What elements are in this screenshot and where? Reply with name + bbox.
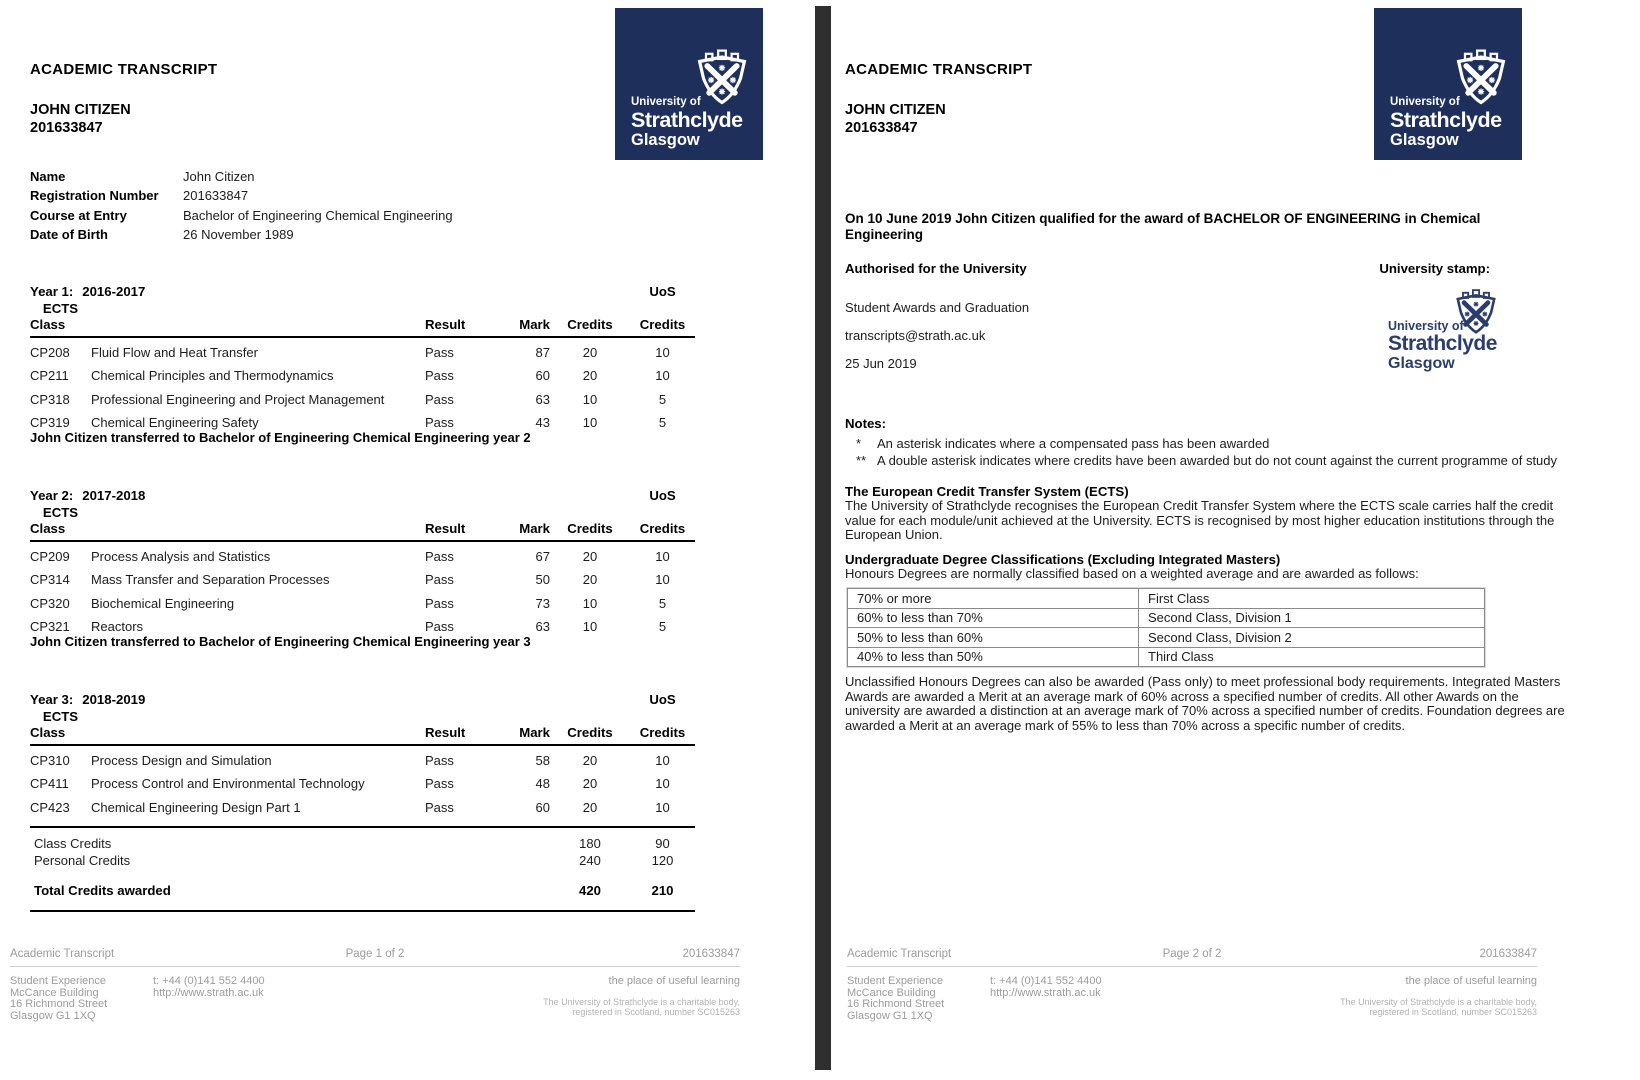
stamp-line-1: University of [1388, 319, 1464, 333]
address-line: Student Experience [10, 975, 107, 987]
class-result: Pass [425, 572, 454, 588]
class-title: Biochemical Engineering [91, 595, 235, 611]
class-uos-credits: 20 [582, 548, 598, 564]
class-code: CP314 [30, 572, 70, 588]
class-header: Class [30, 521, 66, 536]
class-credits-row [30, 835, 695, 852]
address-line: McCance Building [10, 986, 99, 999]
info-value: John Citizen [183, 169, 255, 184]
class-title: Chemical Principles and Thermodynamics [91, 368, 334, 384]
class-uos-credits: 10 [582, 595, 598, 611]
class-header: Class [30, 725, 66, 740]
class-row [30, 388, 695, 412]
closing-paragraph: Unclassified Honours Degrees can also be awarded (Pass only) to meet professional body requirements. Integrated Masters Awards are awarded a Merit at an average mark of 60% across a specified number of credits. All other Awards on the university are awarded a distinction at an average mark of 70% across a specified number of credits. Foundation degrees are awarded a Merit at an average mark of 55% to less than 70% across a specific number of credits. [845, 674, 1565, 733]
class-header: Class [30, 317, 66, 332]
page-title: ACADEMIC TRANSCRIPT [845, 61, 1033, 78]
footer-page-number: Page 1 of 2 [345, 948, 405, 960]
logo-line-3: Glasgow [1390, 131, 1459, 149]
ects-credits-header: Credits [639, 725, 686, 740]
class-result: Pass [425, 752, 454, 768]
result-header: Result [425, 725, 466, 740]
address-line: Glasgow G1 1XQ [10, 1009, 96, 1022]
info-label: Course at Entry [30, 207, 127, 223]
class-title: Mass Transfer and Separation Processes [91, 572, 330, 588]
class-row [30, 796, 695, 820]
footer-student-number: 201633847 [1479, 948, 1537, 960]
page2-footer [847, 948, 1537, 1022]
class-mark: 60 [535, 799, 550, 815]
footer-legal [1102, 997, 1537, 1017]
personal-credits-ects: 120 [651, 853, 674, 869]
year1-rows [30, 338, 695, 435]
year3-rows [30, 746, 695, 820]
address-line: 16 Richmond Street [847, 998, 945, 1011]
legal-line: registered in Scotland, number SC015263 [572, 1006, 740, 1017]
uos-header: UoS [649, 284, 676, 299]
ects-header: ECTS [42, 300, 79, 316]
ects-header: ECTS [42, 504, 79, 520]
class-title: Chemical Engineering Design Part 1 [91, 799, 301, 815]
footer-tagline: the place of useful learning [608, 975, 740, 987]
mark-header: Mark [519, 317, 550, 332]
notes-list [856, 437, 1557, 471]
ects-paragraph: The University of Strathclyde recognises the European Credit Transfer System where the ECTS scale carries half the credit value for each module/unit achieved at the University. ECTS is recognised by most higher education institutions through the European Union. [845, 498, 1555, 543]
year3-title: Year 3: 2018-2019 [30, 692, 146, 707]
info-row [30, 167, 453, 186]
note-text: A double asterisk indicates where credits have been awarded but do not count against the current programme of study [877, 453, 1558, 469]
page-divider [815, 6, 831, 1070]
class-row [30, 364, 695, 388]
class-row [30, 592, 695, 616]
classification-range: 60% to less than 70% [848, 609, 1139, 628]
classification-name: Third Class [1148, 649, 1214, 664]
university-logo-text [631, 96, 743, 149]
classification-table [847, 588, 1485, 667]
class-mark: 48 [535, 776, 550, 792]
year2-rows [30, 542, 695, 639]
address-line: Student Experience [847, 975, 944, 987]
class-mark: 60 [535, 368, 550, 384]
class-result: Pass [425, 344, 454, 360]
address-line: McCance Building [847, 986, 936, 999]
class-code: CP320 [30, 595, 70, 611]
class-result: Pass [425, 595, 454, 611]
class-code: CP321 [30, 619, 70, 635]
class-uos-credits: 20 [582, 799, 598, 815]
class-title: Process Design and Simulation [91, 752, 272, 768]
info-row [30, 186, 453, 205]
total-credits-uos: 420 [578, 882, 601, 898]
classifications-intro: Honours Degrees are normally classified based on a weighted average and are awarded as follows: [845, 566, 1419, 581]
year2-table [30, 488, 695, 639]
logo-line-2: Strathclyde [631, 108, 743, 132]
classification-row [848, 589, 1484, 609]
class-code: CP310 [30, 752, 70, 768]
class-ects-credits: 10 [655, 548, 670, 564]
year3-table [30, 692, 695, 819]
class-uos-credits: 20 [582, 368, 598, 384]
result-header: Result [425, 317, 466, 332]
classification-name: Second Class, Division 1 [1148, 610, 1292, 625]
class-ects-credits: 5 [658, 391, 667, 407]
year1-table [30, 284, 695, 435]
class-ects-credits: 10 [655, 799, 670, 815]
classification-name: Second Class, Division 2 [1148, 629, 1292, 645]
class-result: Pass [425, 548, 454, 564]
page1-footer [10, 948, 740, 1022]
ects-credits-header: Credits [639, 521, 686, 536]
class-code: CP411 [30, 776, 69, 792]
ects-header: ECTS [42, 708, 79, 724]
university-logo [615, 8, 763, 160]
footer-address [10, 976, 140, 1022]
university-logo [1374, 8, 1522, 160]
ects-credits-header: Credits [639, 317, 686, 332]
result-header: Result [425, 521, 466, 536]
student-name: JOHN CITIZEN [845, 102, 946, 118]
authorised-date: 25 Jun 2019 [845, 356, 917, 371]
personal-credits-label: Personal Credits [34, 853, 131, 869]
classification-range: 50% to less than 60% [848, 628, 1139, 647]
class-row [30, 341, 695, 365]
class-uos-credits: 20 [582, 776, 598, 792]
stamp-line-3: Glasgow [1388, 355, 1455, 372]
class-title: Fluid Flow and Heat Transfer [91, 344, 258, 360]
student-info-table [30, 167, 453, 244]
footer-contact [990, 976, 1102, 1022]
footer-url: http://www.strath.ac.uk [153, 986, 264, 999]
footer-divider [847, 966, 1537, 967]
footer-doc-label: Academic Transcript [847, 948, 952, 960]
stamp-line-2: Strathclyde [1388, 332, 1497, 355]
class-ects-credits: 5 [658, 595, 667, 611]
legal-line: The University of Strathclyde is a charitable body, [1340, 996, 1537, 1007]
footer-legal [265, 997, 740, 1017]
class-title: Process Analysis and Statistics [91, 548, 271, 564]
class-mark: 58 [535, 752, 550, 768]
classification-row [848, 648, 1484, 667]
class-mark: 87 [535, 344, 550, 360]
personal-credits-row [30, 852, 695, 869]
class-ects-credits: 10 [655, 572, 670, 588]
authorised-heading: Authorised for the University [845, 261, 1027, 276]
class-credits-uos: 180 [579, 836, 601, 851]
student-name-block [845, 102, 946, 137]
year1-title: Year 1: 2016-2017 [30, 284, 146, 299]
class-uos-credits: 10 [582, 415, 598, 431]
total-credits-label: Total Credits awarded [34, 882, 171, 898]
class-mark: 50 [535, 572, 550, 588]
classification-name: First Class [1148, 590, 1210, 606]
credit-totals [30, 826, 695, 912]
class-code: CP318 [30, 391, 70, 407]
class-uos-credits: 20 [582, 572, 598, 588]
footer-page-number: Page 2 of 2 [1162, 948, 1222, 960]
uos-header: UoS [649, 488, 676, 503]
class-mark: 63 [535, 391, 550, 407]
classification-range: 70% or more [848, 589, 1139, 608]
university-stamp [1388, 288, 1504, 388]
class-row [30, 772, 695, 796]
year2-title: Year 2: 2017-2018 [30, 488, 146, 503]
footer-student-number: 201633847 [682, 948, 740, 960]
total-credits-ects: 210 [651, 882, 674, 898]
ects-heading: The European Credit Transfer System (ECTS) [845, 484, 1129, 499]
class-code: CP319 [30, 415, 70, 431]
class-mark: 67 [535, 548, 550, 564]
page-title: ACADEMIC TRANSCRIPT [30, 61, 218, 78]
class-ects-credits: 10 [655, 752, 670, 768]
footer-address [847, 976, 977, 1022]
class-result: Pass [425, 619, 454, 635]
class-code: CP423 [30, 799, 70, 815]
year1-table-header [30, 284, 695, 338]
uos-credits-header: Credits [567, 521, 613, 536]
footer-divider [10, 966, 740, 967]
class-code: CP209 [30, 548, 70, 564]
transcript-page-2 [831, 0, 1640, 1080]
class-uos-credits: 20 [582, 344, 598, 360]
classification-range: 40% to less than 50% [848, 648, 1139, 667]
footer-phone: t: +44 (0)141 552 4400 [990, 975, 1102, 987]
info-value: 26 November 1989 [183, 226, 294, 242]
info-label: Date of Birth [30, 226, 108, 242]
class-result: Pass [425, 368, 454, 384]
logo-line-2: Strathclyde [1390, 108, 1502, 132]
class-mark: 43 [535, 415, 550, 431]
class-result: Pass [425, 799, 454, 815]
legal-line: The University of Strathclyde is a charitable body, [543, 996, 740, 1007]
class-title: Process Control and Environmental Technology [91, 776, 365, 792]
note-item [856, 454, 1557, 469]
authorised-by: Student Awards and Graduation [845, 300, 1030, 315]
info-label: Name [30, 169, 66, 184]
class-mark: 63 [535, 619, 550, 635]
logo-line-1: University of [1390, 96, 1460, 108]
class-result: Pass [425, 391, 454, 407]
class-uos-credits: 10 [582, 391, 598, 407]
note-marker: ** [856, 453, 867, 469]
class-credits-label: Class Credits [34, 836, 112, 851]
class-row [30, 568, 695, 592]
class-title: Professional Engineering and Project Management [91, 391, 385, 407]
mark-header: Mark [519, 521, 550, 536]
class-code: CP211 [30, 368, 69, 384]
info-label: Registration Number [30, 188, 159, 204]
notes-heading: Notes: [845, 416, 887, 431]
student-number: 201633847 [845, 119, 918, 136]
logo-line-1: University of [631, 96, 701, 108]
class-ects-credits: 10 [655, 776, 670, 792]
info-value: Bachelor of Engineering Chemical Engineering [183, 207, 453, 223]
personal-credits-uos: 240 [579, 853, 601, 869]
class-result: Pass [425, 415, 454, 431]
class-ects-credits: 5 [658, 619, 667, 635]
year2-table-header [30, 488, 695, 542]
footer-contact [153, 976, 265, 1022]
class-title: Chemical Engineering Safety [91, 415, 259, 431]
class-credits-ects: 90 [655, 836, 670, 851]
classifications-heading: Undergraduate Degree Classifications (Excluding Integrated Masters) [845, 552, 1281, 567]
footer-url: http://www.strath.ac.uk [990, 986, 1101, 999]
class-result: Pass [425, 776, 454, 792]
footer-tagline: the place of useful learning [1405, 975, 1537, 987]
address-line: Glasgow G1 1XQ [847, 1009, 933, 1022]
class-code: CP208 [30, 344, 70, 360]
info-value: 201633847 [183, 188, 249, 204]
footer-info-row [847, 948, 1537, 960]
university-logo-text [1390, 96, 1502, 149]
classification-row [848, 628, 1484, 648]
mark-header: Mark [519, 725, 550, 740]
class-row [30, 749, 695, 773]
university-stamp-heading: University stamp: [1379, 261, 1490, 276]
uos-credits-header: Credits [567, 317, 613, 332]
transcripts-email: transcripts@strath.ac.uk [845, 328, 986, 343]
footer-doc-label: Academic Transcript [10, 948, 115, 960]
transfer-note-1: John Citizen transferred to Bachelor of Engineering Chemical Engineering year 2 [30, 430, 531, 445]
uos-header: UoS [649, 692, 676, 707]
award-statement: On 10 June 2019 John Citizen qualified for the award of BACHELOR OF ENGINEERING in Chemical Engineering [845, 211, 1481, 242]
footer-phone: t: +44 (0)141 552 4400 [153, 975, 265, 987]
uos-credits-header: Credits [567, 725, 613, 740]
info-row [30, 225, 453, 244]
transfer-note-2: John Citizen transferred to Bachelor of Engineering Chemical Engineering year 3 [30, 634, 531, 649]
logo-line-3: Glasgow [631, 131, 700, 149]
class-uos-credits: 10 [582, 619, 598, 635]
legal-line: registered in Scotland, number SC015263 [1369, 1006, 1537, 1017]
note-marker: * [856, 436, 862, 451]
transcript-page-1 [0, 0, 815, 1080]
class-uos-credits: 20 [582, 752, 598, 768]
class-row [30, 545, 695, 569]
student-name-block [30, 102, 131, 137]
classification-row [848, 609, 1484, 629]
class-ects-credits: 10 [655, 368, 670, 384]
class-title: Reactors [91, 619, 144, 635]
footer-info-row [10, 948, 740, 960]
note-item [856, 437, 1557, 452]
class-ects-credits: 10 [655, 344, 670, 360]
student-name: JOHN CITIZEN [30, 102, 131, 118]
year3-table-header [30, 692, 695, 746]
note-text: An asterisk indicates where a compensated pass has been awarded [877, 436, 1270, 451]
address-line: 16 Richmond Street [10, 998, 108, 1011]
class-ects-credits: 5 [658, 415, 667, 431]
info-row [30, 206, 453, 225]
student-number: 201633847 [30, 119, 103, 136]
class-mark: 73 [535, 595, 550, 611]
total-credits-row [30, 882, 695, 899]
